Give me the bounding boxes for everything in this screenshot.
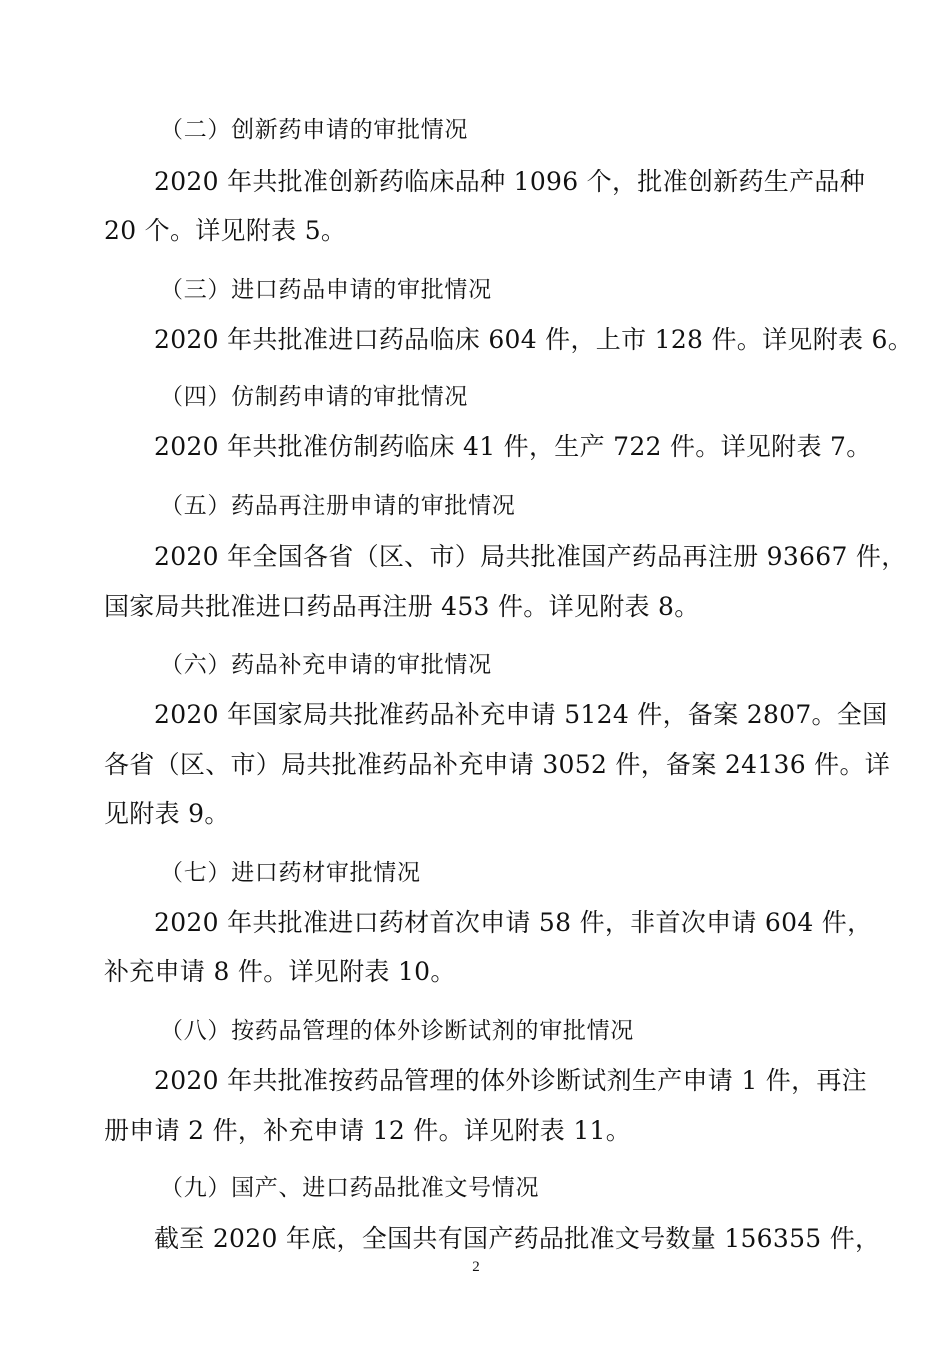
section-4-line-1: 2020 年共批准仿制药临床 41 件，生产 722 件。详见附表 7。	[154, 432, 872, 461]
section-heading-5: （五）药品再注册申请的审批情况	[160, 493, 516, 519]
section-8-line-2: 册申请 2 件，补充申请 12 件。详见附表 11。	[104, 1116, 632, 1145]
section-heading-8: （八）按药品管理的体外诊断试剂的审批情况	[160, 1018, 634, 1044]
section-5-line-2: 国家局共批准进口药品再注册 453 件。详见附表 8。	[104, 592, 700, 621]
section-heading-9: （九）国产、进口药品批准文号情况	[160, 1175, 540, 1201]
section-heading-4: （四）仿制药申请的审批情况	[160, 384, 469, 410]
section-7-line-2: 补充申请 8 件。详见附表 10。	[104, 957, 456, 986]
section-6-line-1: 2020 年国家局共批准药品补充申请 5124 件，备案 2807。全国	[154, 700, 888, 729]
section-7-line-1: 2020 年共批准进口药材首次申请 58 件，非首次申请 604 件，	[154, 908, 873, 937]
page-number: 2	[472, 1259, 480, 1275]
section-heading-6: （六）药品补充申请的审批情况	[160, 652, 492, 678]
section-2-line-1: 2020 年共批准创新药临床品种 1096 个，批准创新药生产品种	[154, 167, 865, 196]
section-5-line-1: 2020 年全国各省（区、市）局共批准国产药品再注册 93667 件，	[154, 542, 907, 571]
section-heading-2: （二）创新药申请的审批情况	[160, 117, 469, 143]
section-6-line-2: 各省（区、市）局共批准药品补充申请 3052 件，备案 24136 件。详	[104, 750, 891, 779]
section-9-line-1: 截至 2020 年底，全国共有国产药品批准文号数量 156355 件，	[154, 1224, 881, 1253]
section-6-line-3: 见附表 9。	[104, 799, 230, 828]
section-heading-7: （七）进口药材审批情况	[160, 860, 421, 886]
section-2-line-2: 20 个。详见附表 5。	[104, 216, 347, 245]
section-3-line-1: 2020 年共批准进口药品临床 604 件，上市 128 件。详见附表 6。	[154, 325, 914, 354]
section-8-line-1: 2020 年共批准按药品管理的体外诊断试剂生产申请 1 件，再注	[154, 1066, 867, 1095]
section-heading-3: （三）进口药品申请的审批情况	[160, 277, 492, 303]
